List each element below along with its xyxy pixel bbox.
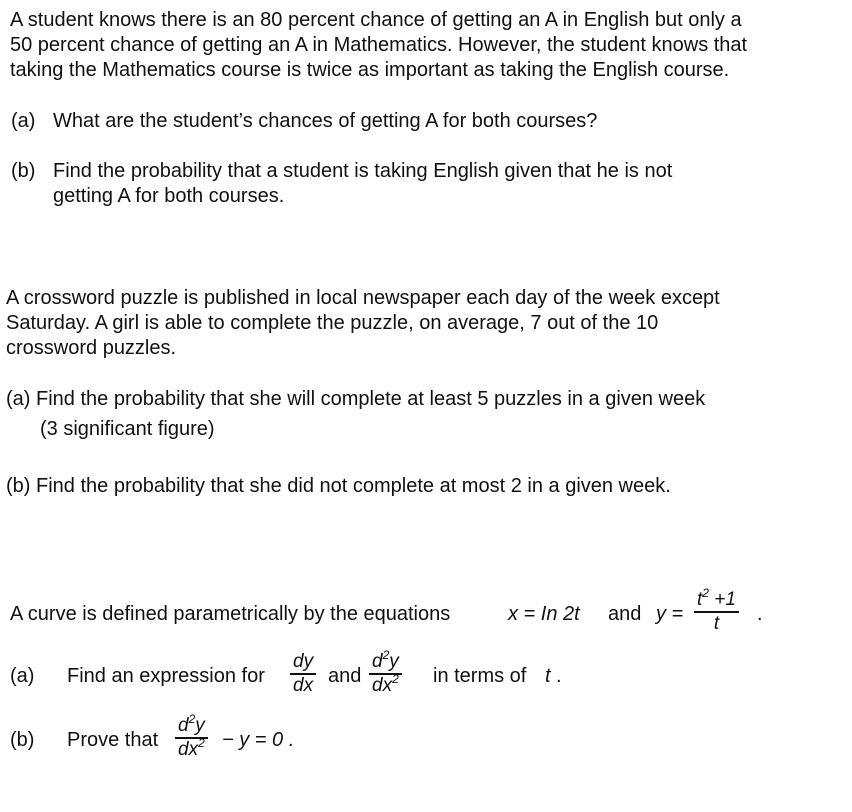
q1-stem-line-1: A student knows there is an 80 percent chance of getting an A in English but only a <box>10 9 742 31</box>
q3-part-b-d2y-dx2 <box>175 712 208 760</box>
q3-part-a-dx2: $dx^2$ <box>372 671 399 696</box>
q1-part-b-line-1: Find the probability that a student is taking English given that he is not <box>53 160 673 182</box>
q3-y-numerator: $t^2 +1$ <box>697 586 736 610</box>
q2-stem-line-1: A crossword puzzle is published in local newspaper each day of the week except <box>6 287 720 309</box>
q2-part-a-line-1: (a) Find the probability that she will complete at least 5 puzzles in a given week <box>6 388 706 410</box>
q3-part-b-d2y: $d^2y$ <box>178 712 205 736</box>
q3-part-a-and: and <box>328 665 362 687</box>
q3-part-a-dx: dx <box>293 674 314 696</box>
q1-part-b-label: (b) <box>11 160 36 182</box>
q3-part-b-dx2: $dx^2$ <box>178 735 205 760</box>
q2-stem-line-2: Saturday. A girl is able to complete the puzzle, on average, 7 out of the 10 <box>6 312 659 334</box>
q2-stem-line-3: crossword puzzles. <box>6 337 177 359</box>
q3-part-b-text: Prove that <box>67 729 159 751</box>
q3-part-b-tail: − y = 0 . <box>222 729 295 751</box>
q3-y-fraction <box>694 586 739 634</box>
q3-part-a-d2y: $d^2y$ <box>372 648 399 672</box>
q3-part-a-text: Find an expression for <box>67 665 265 687</box>
q1-stem-line-3: taking the Mathematics course is twice as important as taking the English course. <box>10 59 730 81</box>
q2-part-a-line-2: (3 significant figure) <box>40 418 215 440</box>
q3-part-a-dy-dx <box>290 652 316 696</box>
q3-period: . <box>757 603 763 625</box>
q3-part-a-label: (a) <box>10 665 35 687</box>
q3-part-a-period: . <box>556 665 562 687</box>
q3-part-a-var-t: t <box>545 665 551 687</box>
q1-part-a-label: (a) <box>11 110 36 132</box>
q3-part-a-tail: in terms of <box>433 665 527 687</box>
q1-part-b-line-2: getting A for both courses. <box>53 185 285 207</box>
q3-y-lhs: y = <box>656 603 684 625</box>
q3-and: and <box>608 603 642 625</box>
q2-part-b-text: (b) Find the probability that she did not complete at most 2 in a given week. <box>6 475 671 497</box>
q3-stem: A curve is defined parametrically by the equations <box>10 603 451 625</box>
q3-part-a-d2y-dx2 <box>369 648 402 696</box>
q3-y-denominator: t <box>713 612 720 634</box>
q3-x-equation: x = In 2t <box>508 603 580 625</box>
q1-part-a-text: What are the student’s chances of getting A for both courses? <box>53 110 598 132</box>
q1-stem-line-2: 50 percent chance of getting an A in Mathematics. However, the student knows that <box>10 34 748 56</box>
q3-part-a-dy: dy <box>293 651 314 672</box>
q3-part-b-label: (b) <box>10 729 35 751</box>
